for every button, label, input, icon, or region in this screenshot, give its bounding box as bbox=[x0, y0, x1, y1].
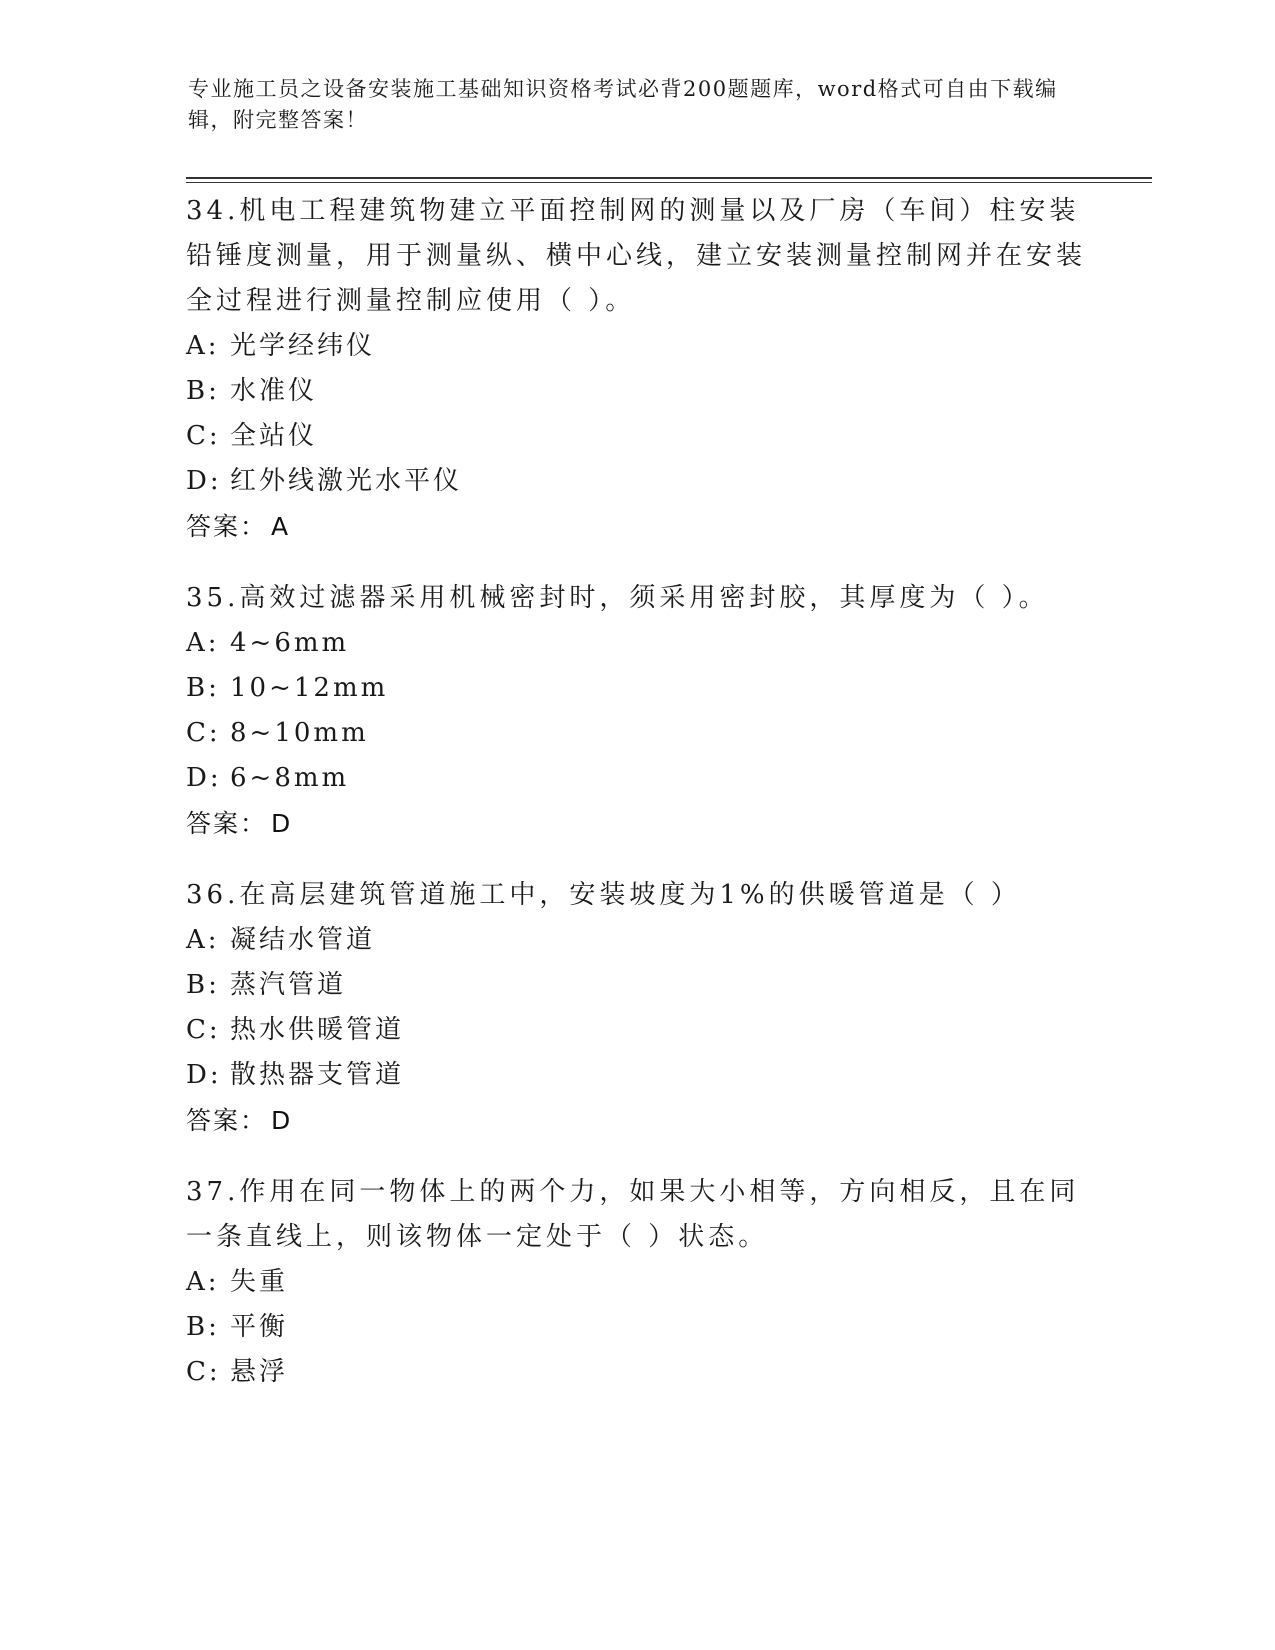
option-text: 4~6mm bbox=[230, 628, 350, 658]
question-37 bbox=[186, 1170, 1086, 1395]
answer-label: 答案： bbox=[186, 809, 268, 838]
option-d bbox=[186, 1053, 1086, 1098]
option-b bbox=[186, 1305, 1086, 1350]
question-list bbox=[186, 189, 1086, 1421]
option-a bbox=[186, 621, 1086, 666]
answer-label: 答案： bbox=[186, 512, 268, 541]
question-stem: 34.机电工程建筑物建立平面控制网的测量以及厂房（车间）柱安装铅锤度测量，用于测量纵、横中心线，建立安装测量控制网并在安装全过程进行测量控制应使用（ ）。 bbox=[186, 196, 1087, 316]
question-stem: 35.高效过滤器采用机械密封时，须采用密封胶，其厚度为（ ）。 bbox=[186, 583, 1049, 613]
option-text: 散热器支管道 bbox=[230, 1060, 405, 1090]
option-text: 10~12mm bbox=[230, 673, 389, 703]
option-letter: A: bbox=[186, 628, 220, 658]
option-text: 悬浮 bbox=[230, 1357, 289, 1387]
answer-line bbox=[186, 504, 1086, 550]
option-c bbox=[186, 711, 1086, 756]
option-text: 平衡 bbox=[230, 1312, 289, 1342]
answer-value: D bbox=[271, 809, 293, 838]
option-text: 红外线激光水平仪 bbox=[230, 466, 463, 496]
header-divider-thick bbox=[186, 177, 1152, 179]
option-text: 6~8mm bbox=[230, 763, 350, 793]
answer-value: A bbox=[271, 512, 291, 541]
answer-label: 答案： bbox=[186, 1106, 268, 1135]
option-a bbox=[186, 1260, 1086, 1305]
option-d bbox=[186, 756, 1086, 801]
option-text: 8~10mm bbox=[230, 718, 369, 748]
question-34 bbox=[186, 189, 1086, 550]
option-letter: B: bbox=[186, 1312, 220, 1342]
option-c bbox=[186, 1350, 1086, 1395]
option-text: 热水供暖管道 bbox=[230, 1015, 405, 1045]
option-b bbox=[186, 666, 1086, 711]
option-text: 蒸汽管道 bbox=[230, 970, 347, 1000]
option-a bbox=[186, 918, 1086, 963]
option-letter: D: bbox=[186, 1060, 222, 1090]
option-letter: C: bbox=[186, 718, 221, 748]
document-header: 专业施工员之设备安装施工基础知识资格考试必背200题题库，word格式可自由下载编辑，附完整答案！ bbox=[188, 77, 1058, 132]
option-letter: B: bbox=[186, 970, 220, 1000]
option-b bbox=[186, 963, 1086, 1008]
answer-value: D bbox=[271, 1106, 293, 1135]
option-text: 全站仪 bbox=[230, 421, 318, 451]
answer-line bbox=[186, 801, 1086, 847]
question-35 bbox=[186, 576, 1086, 847]
question-stem: 37.作用在同一物体上的两个力，如果大小相等，方向相反，且在同一条直线上，则该物体一定处于（ ）状态。 bbox=[186, 1177, 1080, 1252]
option-c bbox=[186, 414, 1086, 459]
option-c bbox=[186, 1008, 1086, 1053]
option-letter: A: bbox=[186, 925, 220, 955]
option-a bbox=[186, 324, 1086, 369]
option-letter: C: bbox=[186, 1357, 221, 1387]
header-divider-thin bbox=[186, 182, 1152, 183]
option-letter: B: bbox=[186, 673, 220, 703]
option-letter: B: bbox=[186, 376, 220, 406]
option-letter: D: bbox=[186, 466, 222, 496]
option-letter: A: bbox=[186, 1267, 220, 1297]
option-text: 凝结水管道 bbox=[230, 925, 376, 955]
option-letter: D: bbox=[186, 763, 222, 793]
question-36 bbox=[186, 873, 1086, 1144]
option-letter: C: bbox=[186, 421, 221, 451]
option-text: 光学经纬仪 bbox=[230, 331, 376, 361]
option-letter: C: bbox=[186, 1015, 221, 1045]
question-stem: 36.在高层建筑管道施工中，安装坡度为1%的供暖管道是（ ） bbox=[186, 880, 1021, 910]
option-b bbox=[186, 369, 1086, 414]
option-text: 水准仪 bbox=[230, 376, 318, 406]
option-text: 失重 bbox=[230, 1267, 289, 1297]
option-letter: A: bbox=[186, 331, 220, 361]
answer-line bbox=[186, 1098, 1086, 1144]
option-d bbox=[186, 459, 1086, 504]
